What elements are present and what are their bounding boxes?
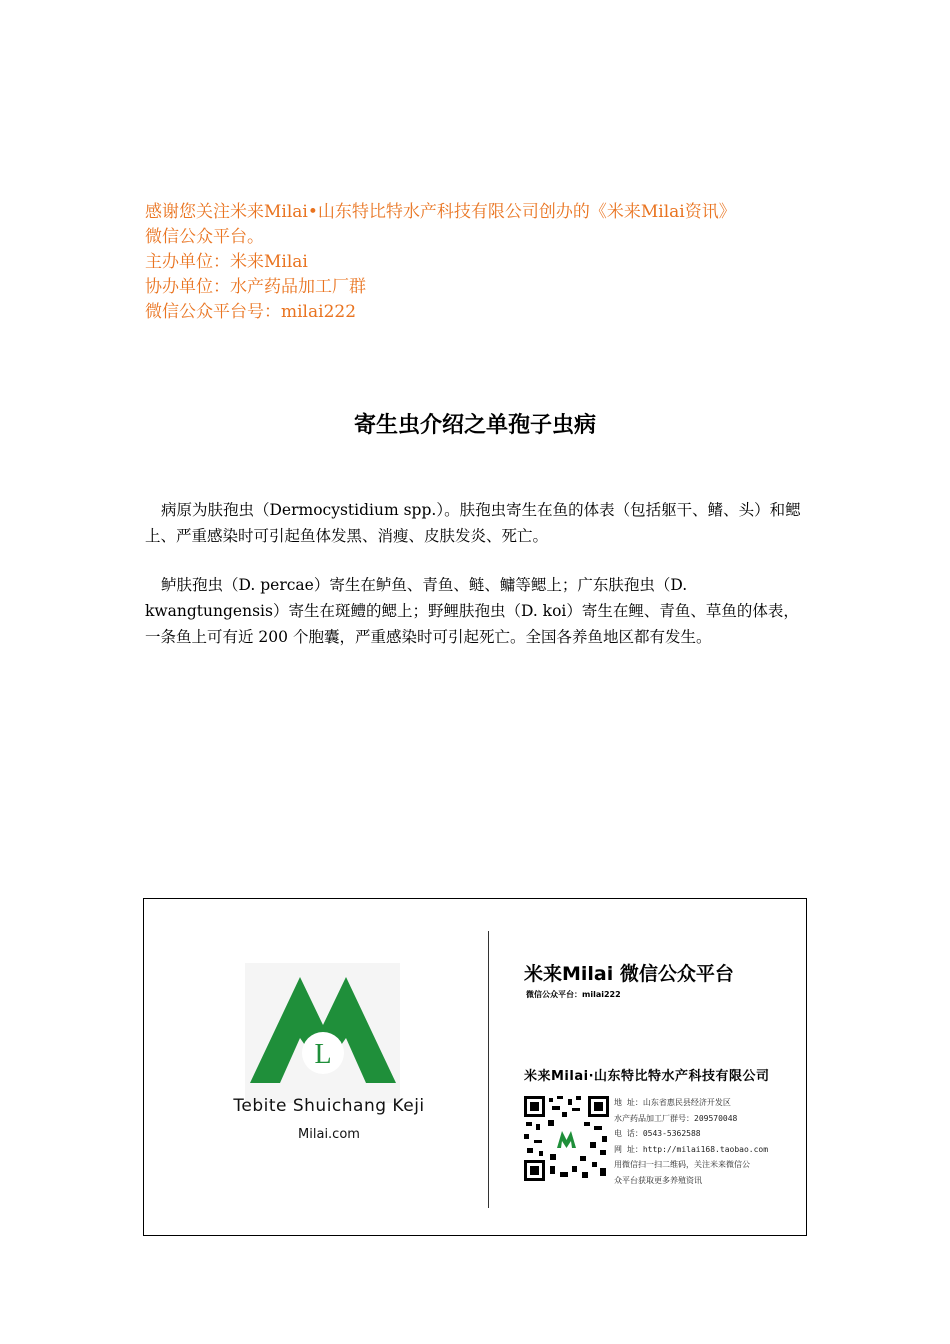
logo-letter: L (314, 1039, 332, 1070)
contact-info (614, 1095, 768, 1188)
intro-block (145, 200, 815, 325)
intro-line: 微信公众平台。 (145, 227, 264, 247)
platform-id-line: 微信公众平台号：milai222 (145, 302, 357, 322)
platform-title: 米来Milai 微信公众平台 (524, 963, 734, 985)
business-card (143, 898, 807, 1236)
mountain-logo-icon (245, 963, 400, 1103)
intro-line: 感谢您关注米来Milai•山东特比特水产科技有限公司创办的《米来Milai资讯》 (145, 202, 736, 222)
website-line: 网 址：http://milai168.taobao.com (614, 1144, 769, 1154)
phone-line: 电 话：0543-5362588 (614, 1129, 701, 1138)
scan-hint-line: 众平台获取更多养殖资讯 (614, 1175, 702, 1185)
article-title: 寄生虫介绍之单孢子虫病 (353, 412, 596, 438)
scan-hint-line: 用微信扫一扫二维码，关注米来微信公 (614, 1160, 750, 1169)
host-line: 主办单位：米来Milai (145, 252, 308, 272)
brand-name: Tebite Shuichang Keji (233, 1096, 425, 1116)
cohost-line: 协办单位：水产药品加工厂群 (145, 277, 366, 297)
address-line: 地 址：山东省惠民县经济开发区 (614, 1098, 731, 1107)
company-name: 米来Milai·山东特比特水产科技有限公司 (524, 1069, 770, 1084)
qr-code-icon (524, 1096, 609, 1181)
article-paragraph: 病原为肤孢虫（Dermocystidium spp.）。肤孢虫寄生在鱼的体表（包括躯干、鳍、头）和鳃上、严重感染时可引起鱼体发黑、消瘦、皮肤发炎、死亡。 (145, 501, 801, 545)
article-paragraph: 鲈肤孢虫（D. percae）寄生在鲈鱼、青鱼、鲢、鳙等鳃上；广东肤孢虫（D. kwangtungensis）寄生在斑鳢的鳃上；野鲤肤孢虫（D. koi）寄生在鲤、青鱼、草鱼的体表，一条鱼上可有近 200 个胞囊，严重感染时可引起死亡。全国各养鱼地区都有发生。 (145, 576, 799, 646)
brand-website: Milai.com (298, 1127, 360, 1142)
card-divider (488, 931, 489, 1208)
platform-id: 微信公众平台：milai222 (526, 990, 621, 999)
group-line: 水产药品加工厂群号：209570048 (614, 1113, 738, 1123)
company-logo (245, 963, 400, 1103)
